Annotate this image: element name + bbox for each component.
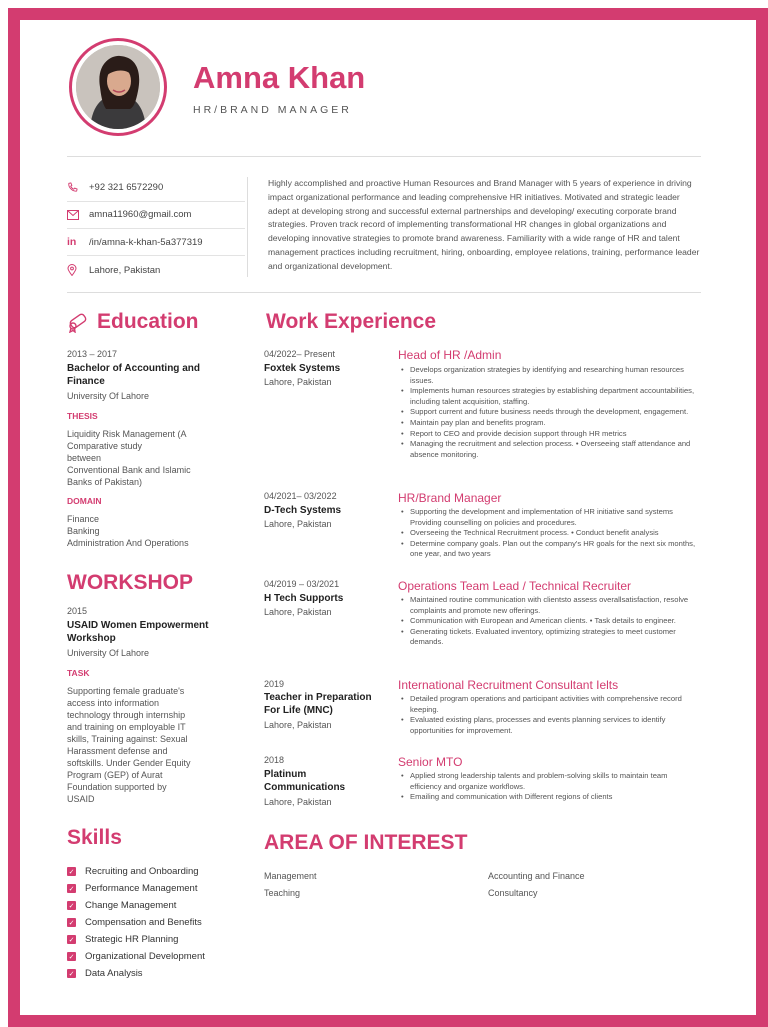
job-company: H Tech Supports (264, 593, 344, 604)
domain-label: DOMAIN (67, 496, 102, 506)
contact-divider (67, 228, 245, 229)
task-line: Harassment defense and (67, 746, 168, 756)
checkbox-icon: ✓ (68, 902, 75, 910)
job-dates: 04/2022– Present (264, 349, 336, 359)
interest-item: Teaching (264, 888, 301, 898)
profile-photo (76, 45, 160, 129)
task-line: Supporting female graduate's (67, 686, 185, 696)
interest-heading: AREA OF INTEREST (264, 831, 468, 854)
job-bullet: • Maintain pay plan and benefits program. (399, 418, 699, 429)
job-company: Platinum Communications (264, 769, 346, 793)
thesis-line: Conventional Bank and Islamic (67, 465, 191, 475)
header-divider (67, 156, 701, 157)
task-line: and training on employable IT (67, 722, 186, 732)
job-dates: 04/2021– 03/2022 (264, 491, 337, 501)
checkbox-icon: ✓ (68, 885, 75, 893)
job-location: Lahore, Pakistan (264, 607, 332, 617)
workshop-school: University Of Lahore (67, 648, 150, 658)
job-role: International Recruitment Consultant Ielts (398, 678, 619, 692)
job-bullet: • Report to CEO and provide decision support through HR metrics (399, 429, 699, 440)
phone-icon (67, 182, 83, 193)
skill-item (67, 914, 205, 931)
thesis-line: Liquidity Risk Management (A (67, 429, 187, 439)
contact-linkedin (67, 236, 203, 248)
job-bullet: • Implements human resources strategies by establishing department accountabilities, including talent acquisition, staffing. (399, 386, 699, 407)
work-heading: Work Experience (266, 310, 437, 333)
thesis-line: between (67, 453, 102, 463)
thesis-line: Comparative study (67, 441, 143, 451)
job-location: Lahore, Pakistan (264, 720, 332, 730)
skill-item (67, 948, 205, 965)
job-bullet: • Supporting the development and implementation of HR initiative sand systems Providing counselling on policies and procedures. (399, 507, 699, 528)
workshop-year: 2015 (67, 606, 88, 616)
diploma-icon (67, 311, 91, 333)
skill-item (67, 880, 205, 897)
job-bullet: • Communication with European and American clients. • Task details to engineer. (399, 616, 699, 627)
skills-list (67, 863, 205, 982)
location-pin-icon (67, 264, 83, 276)
job-bullet: • Generating tickets. Evaluated inventory, optimizing strategies to meet customer demands. (399, 627, 699, 648)
job-bullets (399, 365, 699, 460)
education-dates: 2013 – 2017 (67, 349, 118, 359)
job-bullets (399, 595, 699, 648)
education-school: University Of Lahore (67, 391, 150, 401)
job-role: Senior MTO (398, 755, 463, 769)
domain-item: Administration And Operations (67, 538, 189, 548)
job-company: Foxtek Systems (264, 363, 341, 374)
linkedin-text: /in/amna-k-khan-5a377319 (89, 236, 203, 248)
task-text (67, 685, 232, 805)
domain-list (67, 513, 189, 549)
domain-item: Banking (67, 526, 100, 536)
task-line: Program (GEP) of Aurat (67, 770, 163, 780)
job-bullet: • Emailing and communication with Different regions of clients (399, 792, 699, 803)
contact-divider (67, 255, 245, 256)
job-dates: 2018 (264, 755, 285, 765)
skills-heading: Skills (67, 826, 122, 849)
job-bullet: • Determine company goals. Plan out the company's HR goals for the next six months, one year, and two years (399, 539, 699, 560)
profile-title: HR/BRAND MANAGER (193, 104, 352, 116)
email-text: amna11960@gmail.com (89, 209, 192, 220)
checkbox-icon: ✓ (68, 919, 75, 927)
job-location: Lahore, Pakistan (264, 797, 332, 807)
domain-item: Finance (67, 514, 100, 524)
job-bullets (399, 694, 699, 736)
skill-item (67, 931, 205, 948)
task-line: USAID (67, 794, 95, 804)
job-bullet: • Maintained routine communication with clientsto assess overallsatisfaction, resolve complaints and promote new offerings. (399, 595, 699, 616)
profile-name: Amna Khan (193, 60, 366, 95)
job-dates: 04/2019 – 03/2021 (264, 579, 340, 589)
skill-label: Change Management (85, 900, 177, 911)
job-bullet: • Managing the recruitment and selection process. • Overseeing staff attendance and absence monitoring. (399, 439, 699, 460)
thesis-text (67, 428, 232, 488)
thesis-label: THESIS (67, 411, 98, 421)
job-role: Operations Team Lead / Technical Recruiter (398, 579, 632, 593)
skill-label: Data Analysis (85, 968, 143, 979)
task-line: access into information (67, 698, 160, 708)
skill-item (67, 863, 205, 880)
interest-item: Management (264, 871, 317, 881)
avatar (69, 38, 167, 136)
checkbox-icon: ✓ (68, 970, 75, 978)
job-bullets (399, 507, 699, 560)
location-text: Lahore, Pakistan (89, 264, 161, 276)
job-role: Head of HR /Admin (398, 348, 502, 362)
job-bullets (399, 771, 699, 803)
skill-label: Compensation and Benefits (85, 917, 202, 928)
contact-phone (67, 182, 163, 193)
skill-item (67, 965, 205, 982)
task-line: Foundation supported by (67, 782, 167, 792)
interest-item: Consultancy (488, 888, 538, 898)
linkedin-icon: in (67, 236, 77, 248)
job-company: D-Tech Systems (264, 505, 342, 516)
checkbox-icon: ✓ (68, 868, 75, 876)
workshop-name: USAID Women Empowerment Workshop (67, 620, 209, 644)
checkbox-icon: ✓ (68, 953, 75, 961)
job-bullet: • Evaluated existing plans, processes and events planning services to identify opportunities for improvement. (399, 715, 699, 736)
skill-label: Performance Management (85, 883, 198, 894)
envelope-icon (67, 210, 83, 220)
job-bullet: • Detailed program operations and participant activities with comprehensive record keeping. (399, 694, 699, 715)
contact-divider (67, 201, 245, 202)
task-label: TASK (67, 668, 90, 678)
job-bullet: • Overseeing the Technical Recruitment process. • Conduct benefit analysis (399, 528, 699, 539)
job-bullet: • Develops organization strategies by identifying and researching human resources issues. (399, 365, 699, 386)
thesis-line: Banks of Pakistan) (67, 477, 143, 487)
job-bullet: • Support current and future business needs through the development, engagement. (399, 407, 699, 418)
skill-label: Organizational Development (85, 951, 205, 962)
job-location: Lahore, Pakistan (264, 377, 332, 387)
contact-email (67, 209, 191, 220)
skill-label: Recruiting and Onboarding (85, 866, 199, 877)
task-line: technology through internship (67, 710, 186, 720)
skill-label: Strategic HR Planning (85, 934, 179, 945)
contact-location (67, 264, 160, 276)
job-role: HR/Brand Manager (398, 491, 502, 505)
education-header (67, 310, 199, 334)
workshop-heading: WORKSHOP (67, 571, 193, 594)
contact-summary-divider (247, 177, 248, 277)
skill-item (67, 897, 205, 914)
job-location: Lahore, Pakistan (264, 519, 332, 529)
job-company: Teacher in Preparation For Life (MNC) (264, 692, 372, 716)
phone-text: +92 321 6572290 (89, 182, 164, 193)
summary-text: Highly accomplished and proactive Human Resources and Brand Manager with 5 years of experience in driving impact organizational performance and leading comprehensive HR initiatives. Motivated and strategic leader adept at developing strong and successful external partnerships and developing/ executing corporate brand strategies. Proven track record of implementing transformational HR changes in global organizations and developing innovative strategies to promote brand awareness. Familiarity with a wide range of HR and talent management practices including recruitment, hiring, onboarding, employee relations, training, performance leader and organizational development. (268, 178, 700, 271)
section-divider (67, 292, 701, 293)
interest-item: Accounting and Finance (488, 871, 585, 881)
education-degree: Bachelor of Accounting and Finance (67, 363, 200, 387)
task-line: skills, Training against: Sexual (67, 734, 188, 744)
checkbox-icon: ✓ (68, 936, 75, 944)
job-dates: 2019 (264, 679, 285, 689)
job-bullet: • Applied strong leadership talents and problem-solving skills to maintain team efficiency and organize workflows. (399, 771, 699, 792)
education-heading: Education (97, 310, 199, 333)
task-line: softskills. Under Gender Equity (67, 758, 191, 768)
